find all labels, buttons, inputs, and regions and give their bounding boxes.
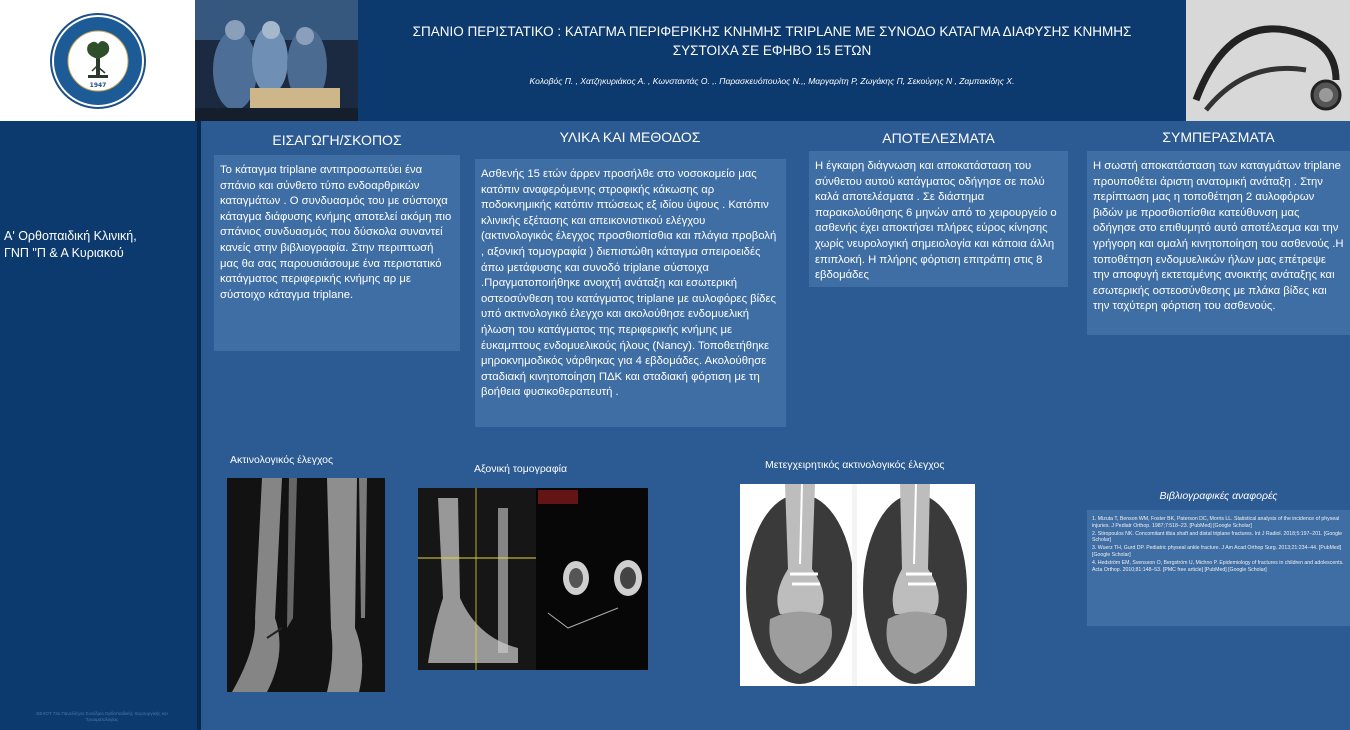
results-heading: ΑΠΟΤΕΛΕΣΜΑΤΑ [882,130,995,146]
footer-note: ΕΕΧΟΤ 73ο Πανελλήνιο Συνέδριο Ορθοπαιδικής Χειρουργικής και Τραυματολογίας [36,711,168,722]
ct-image [418,488,648,670]
references-title: Βιβλιογραφικές αναφορές [1159,490,1278,502]
postop-image [740,484,975,686]
surgery-photo [195,0,358,121]
postop-caption: Μετεγχειρητικός ακτινολογικός έλεγχος [765,459,945,471]
reference-item: 3. Wuerz TH, Gurd DP. Pediatric physeal ankle fracture. J Am Acad Orthop Surg. 2013;21:234–44. [PubMed] [Google Scholar] [1092,545,1342,558]
stethoscope-icon [1186,0,1350,121]
references-list [1092,516,1345,573]
results-text: Η έγκαιρη διάγνωση και αποκατάσταση του σύνθετου αυτού κατάγματος οδήγησε σε πολύ καλά αποτελέσματα . Σε διάστημα παρακολούθησης 6 μηνών από το χειρουργείο ο ασθενής έχει αποκτήσει πλήρες εύρος κίνησης χωρίς νευρολογική σημειολογία και κάποια άλλη επιπλοκή. Η πλήρης φόρτιση επιτράπη στις 8 εβδομάδες [809,151,1068,287]
xray-image [227,478,385,692]
intro-text: Το κάταγμα triplane αντιπροσωπεύει ένα σπάνιο και σύνθετο τύπο ενδοαρθρικών καταγμάτων . Ο συνδυασμός του με σύστοιχα κάταγμα διάφυσης κνήμης αποτελεί ακόμη πιο σπάνιος συνδυασμός που δύσκολα συναντεί κανείς στην βιβλιογραφία. Στην περιπτωσή μας θα σας παρουσιάσουμε ένα περιστατικό κατάγματος περιφερικής κνήμης αρ με σύστοιχο κάταγμα triplane. [214,155,460,351]
intro-heading: ΕΙΣΑΓΩΓΗ/ΣΚΟΠΟΣ [272,132,402,148]
xray-caption: Ακτινολογικός έλεγχος [230,454,334,466]
postop-xray-icon [740,484,975,686]
ct-scan-icon [418,488,648,670]
reference-item: 4. Hedström EM, Svensson O, Bergström U, Michno P. Epidemiology of fractures in children and adolescents. Acta Orthop. 2010;81:148–53. [PMC free article] [PubMed] [Google Scholar] [1092,560,1344,573]
poster-title: ΣΠΑΝΙΟ ΠΕΡΙΣΤΑΤΙΚΟ : ΚΑΤΑΓΜΑ ΠΕΡΙΦΕΡΙΚΗΣ ΚΝΗΜΗΣ TRIPLANE ΜΕ ΣΥΝΟΔΟ ΚΑΤΑΓΜΑ ΔΙΑΦΥΣΗΣ ΚΝΗΜΗΣ ΣΥΣΤΟΙΧΑ ΣΕ ΕΦΗΒΟ 15 ΕΤΩΝ [412,24,1132,58]
methods-heading: ΥΛΙΚΑ ΚΑΙ ΜΕΘΟΔΟΣ [559,129,701,145]
leg-xray-icon [227,478,385,692]
logo-year: 1947 [89,81,106,89]
poster-header [0,0,1350,121]
society-logo [0,0,195,121]
society-seal-icon [48,11,148,111]
ct-caption: Αξονική τομογραφία [474,463,568,475]
reference-item: 1. Mizuta T, Benson WM, Foster BK, Paterson DC, Morris LL. Statistical analysis of the incidence of physeal injuries. J Pediatr Orthop. 1987;7:518–23. [PubMed] [Google Scholar] [1092,516,1340,529]
stethoscope-photo [1186,0,1350,121]
poster-authors: Κολοβός Π. , Χατζηκυριάκος Α. , Κωνσταντάς Ο. ,. Παρασκευόπουλος Ν.,, Μαργαρίτη Ρ, Ζωγάκης Π, Σεκούρης Ν , Ζαμπακίδης Χ. [529,76,1015,86]
conclusions-text: Η σωστή αποκατάσταση των καταγμάτων triplane προυποθέτει άριστη ανατομική ανάταξη . Στην περίπτωση μας η τοποθέτηση 2 αυλοφόρων βιδών με προσθιοπίσθια κατεύθυνση μας οδήγησε στο επιθυμητό αυτό αποτέλεσμα και την γρήγορη και ομαλή κινητοποίηση του ασθενούς .Η τοποθέτηση ενδομυελικών ήλων μας επέτρεψε την αποφυγή εκτεταμένης ανοικτής ανάταξης και εσωτερικής οστεοσύνθεσης με πλάκα βίδες και την ταχύτερη φόρτιση του ασθενούς. [1087,151,1350,335]
methods-text: Ασθενής 15 ετών άρρεν προσήλθε στο νοσοκομείο μας κατόπιν αναφερόμενης στροφικής κάκωσης αρ ποδοκνημικής κατόπιν πτώσεως εξ ιδίου ύψους . Κατόπιν κλινικής εξέτασης και απεικονιστικού ελέγχου (ακτινολογικός έλεγχος προσθιοπίσθια και πλάγια προβολή , αξονική τομογραφία ) διεπιστώθη κάταγμα σπειροειδές άπω μετάφυσης και συνοδό triplane σύστοιχα .Πραγματοποιήθηκε ανοιχτή ανάταξη και εσωτερική οστεοσύνθεση του κατάγματος triplane με αυλοφόρες βίδες υπό ακτινολογικό έλεγχο και ακολούθησε ενδομυελική ήλωση του κατάγματος της περιφερικής κνήμης με έυκαμπτους ενδομυελικούς ήλους (Nancy). Τοποθετήθηκε μηροκνημοδικός νάρθηκας για 4 εβδομάδες. Ακολούθησε σταδιακή κινητοποίηση ΠΔΚ και σταδιακή φόρτιση με τη βοήθεια φυσικοθεραπευτή . [475,159,786,427]
conclusions-heading: ΣΥΜΠΕΡΑΣΜΑΤΑ [1162,129,1275,145]
reference-item: 2. Stiropoulos NK. Concomitant tibia shaft and distal triplane fractures. Int J Radiol. 2018;5:197–201. [Google Scholar] [1092,530,1343,544]
references-box [1087,510,1350,626]
surgeons-image-icon [195,0,358,121]
sidebar-divider [197,121,201,730]
title-area [358,0,1186,121]
department-label: Α' Ορθοπαιδική Κλινική, ΓΝΠ "Π & Α Κυριακού [4,229,137,260]
left-sidebar [0,121,197,730]
